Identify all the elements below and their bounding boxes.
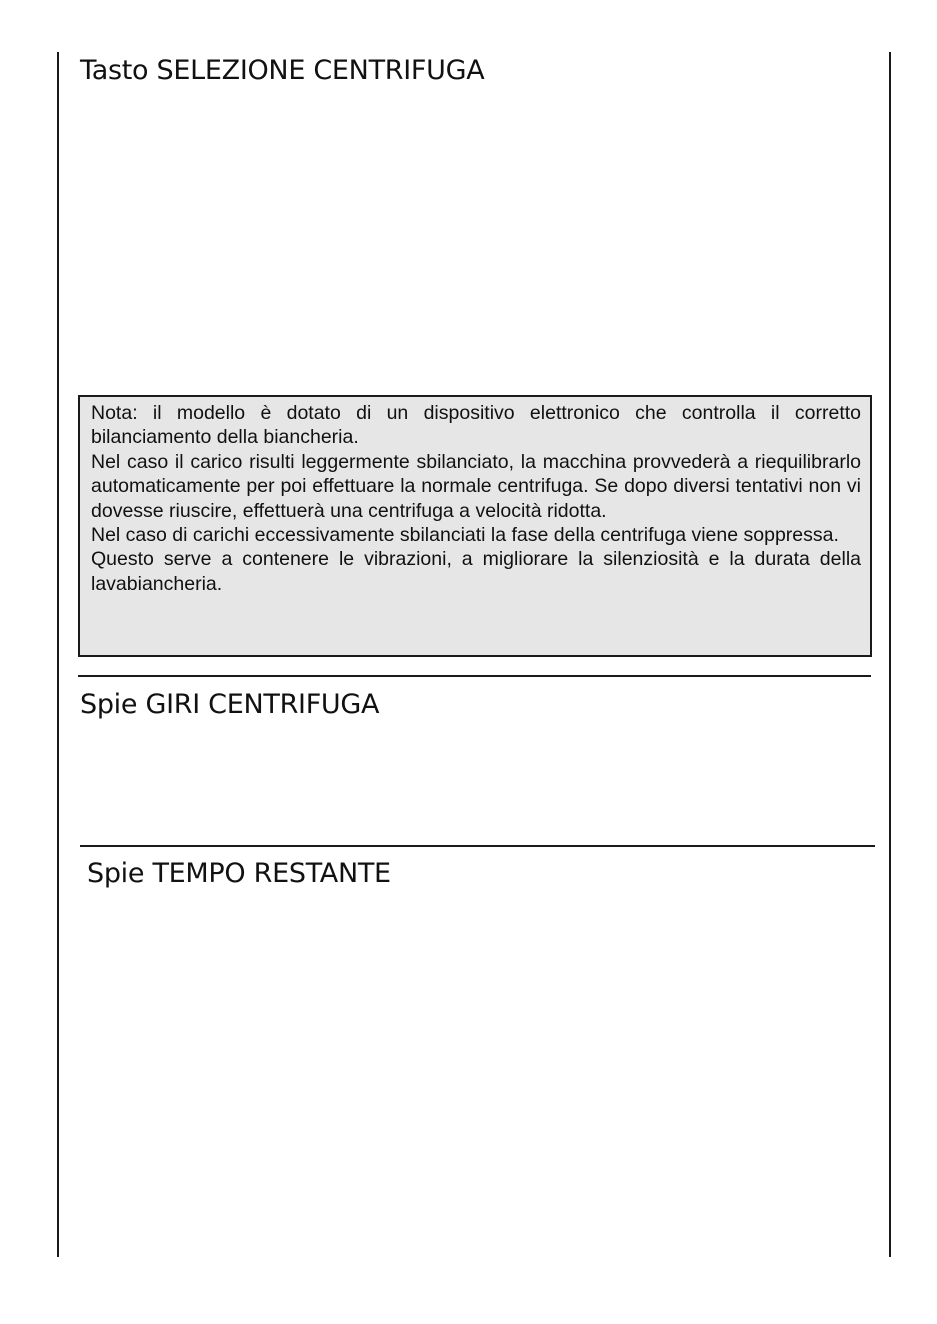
section-divider xyxy=(80,845,875,847)
section-title-remaining-time-lights: Spie TEMPO RESTANTE xyxy=(87,858,391,889)
page-right-border xyxy=(889,52,891,1257)
section-title-spin-speed-lights: Spie GIRI CENTRIFUGA xyxy=(80,689,380,720)
note-paragraph: Questo serve a contenere le vibrazioni, a migliorare la silenziosità e la durata della lavabiancheria. xyxy=(91,548,861,595)
note-paragraph: Nel caso il carico risulti leggermente sbilanciato, la macchina provvederà a riequilibrarlo automaticamente per poi effettuare la normale centrifuga. Se dopo diversi tentativi non vi dovesse riuscire, effettuerà una centrifuga a velocità ridotta. xyxy=(91,450,861,522)
section-title-spin-selection: Tasto SELEZIONE CENTRIFUGA xyxy=(80,55,485,86)
note-paragraph: Nel caso di carichi eccessivamente sbilanciati la fase della centrifuga viene soppressa. xyxy=(91,524,839,547)
note-box xyxy=(78,395,872,657)
section-divider xyxy=(78,675,871,677)
note-paragraph: Nota: il modello è dotato di un dispositivo elettronico che controlla il corretto bilanciamento della biancheria. xyxy=(91,402,861,449)
page-left-border xyxy=(57,52,59,1257)
